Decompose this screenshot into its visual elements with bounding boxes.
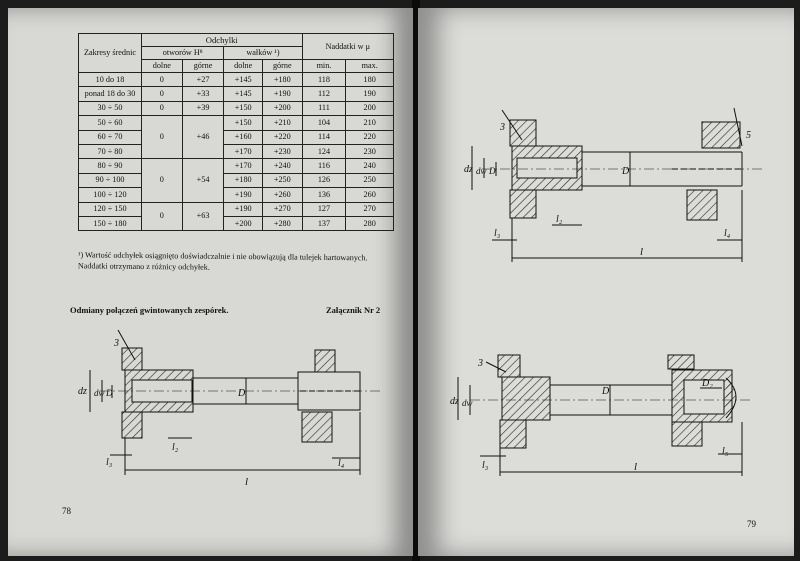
cell: 220 bbox=[346, 130, 394, 144]
label-l: l bbox=[245, 476, 249, 488]
cell: 190 bbox=[346, 87, 394, 101]
table-row bbox=[79, 159, 394, 173]
cell: 280 bbox=[346, 216, 394, 230]
table-row bbox=[79, 216, 394, 230]
subcol-upper: górne bbox=[263, 60, 303, 73]
cell: 124 bbox=[302, 144, 346, 158]
cell: +145 bbox=[224, 87, 263, 101]
label-dw: dw bbox=[94, 388, 105, 398]
right-drawing-top bbox=[462, 100, 782, 270]
label-l2: l₂ bbox=[172, 442, 179, 453]
cell: 104 bbox=[302, 116, 346, 130]
cell: +54 bbox=[182, 159, 224, 202]
cell-range: 90 ÷ 100 bbox=[79, 173, 142, 187]
table-row bbox=[79, 73, 394, 87]
cell: 0 bbox=[142, 116, 183, 159]
col-allowances-header: Naddatki w μ bbox=[302, 34, 393, 60]
cell: 118 bbox=[302, 73, 346, 87]
cell: +170 bbox=[224, 159, 263, 173]
left-drawing bbox=[70, 330, 400, 500]
label-dz: dz bbox=[450, 396, 459, 407]
cell: +145 bbox=[224, 73, 263, 87]
subcol-lower: dolne bbox=[224, 60, 263, 73]
subcol-max: max. bbox=[346, 60, 394, 73]
cell: 240 bbox=[346, 159, 394, 173]
cell-range: 10 do 18 bbox=[79, 73, 142, 87]
table-row bbox=[79, 188, 394, 202]
label-D: D bbox=[238, 388, 246, 399]
label-d: D bbox=[489, 166, 496, 176]
subcol-lower: dolne bbox=[142, 60, 183, 73]
footnote: ¹) Wartość odchyłek osiągnięto doświadczalnie i nie obowiązują dla tulejek hartowanych. Naddatki otrzymano z różnicy odchyłek. bbox=[77, 250, 368, 272]
label-dw: dw bbox=[462, 398, 473, 408]
subcol-min: min. bbox=[302, 60, 346, 73]
cell: +230 bbox=[263, 144, 303, 158]
cell: 114 bbox=[302, 130, 346, 144]
label-l3: l₃ bbox=[106, 457, 113, 468]
cell: +180 bbox=[263, 73, 303, 87]
cell: 260 bbox=[346, 188, 394, 202]
cell: +150 bbox=[224, 116, 263, 130]
label-3: 3 bbox=[114, 338, 119, 349]
cell: 137 bbox=[302, 216, 346, 230]
cell: +260 bbox=[263, 188, 303, 202]
cell: +200 bbox=[263, 101, 303, 115]
cell: +270 bbox=[263, 202, 303, 216]
cell: 0 bbox=[142, 87, 183, 101]
col-shafts-header: wałków ¹) bbox=[224, 47, 302, 60]
cell: +33 bbox=[182, 87, 224, 101]
label-l: l bbox=[640, 246, 644, 258]
cell: +240 bbox=[263, 159, 303, 173]
cell: +210 bbox=[263, 116, 303, 130]
label-l4: l₄ bbox=[724, 228, 731, 239]
label-d: D bbox=[106, 388, 113, 398]
page-number-left: 78 bbox=[62, 506, 71, 516]
page-number-right: 79 bbox=[747, 519, 756, 529]
cell: +180 bbox=[224, 173, 263, 187]
cell: +190 bbox=[224, 188, 263, 202]
label-dz: dz bbox=[464, 164, 473, 175]
cell: 270 bbox=[346, 202, 394, 216]
label-l3: l₃ bbox=[482, 460, 489, 471]
label-3: 3 bbox=[478, 358, 483, 369]
cell-range: 80 ÷ 90 bbox=[79, 159, 142, 173]
cell: +220 bbox=[263, 130, 303, 144]
cell: +27 bbox=[182, 73, 224, 87]
cell-range: 100 ÷ 120 bbox=[79, 188, 142, 202]
cell: +150 bbox=[224, 101, 263, 115]
table-row bbox=[79, 130, 394, 144]
cell: +39 bbox=[182, 101, 224, 115]
cell-range: 50 ÷ 60 bbox=[79, 116, 142, 130]
table-row bbox=[79, 87, 394, 101]
cell: 127 bbox=[302, 202, 346, 216]
annex-label: Załącznik Nr 2 bbox=[326, 305, 381, 315]
col-deviations-header: Odchylki bbox=[142, 34, 303, 47]
label-D: D bbox=[602, 386, 610, 397]
table-row bbox=[79, 202, 394, 216]
label-l4: l₄ bbox=[338, 458, 345, 469]
cell: 0 bbox=[142, 101, 183, 115]
cell: +63 bbox=[182, 202, 224, 231]
cell-range: 150 ÷ 180 bbox=[79, 216, 142, 230]
table-row bbox=[79, 173, 394, 187]
subcol-upper: górne bbox=[182, 60, 224, 73]
cell: +250 bbox=[263, 173, 303, 187]
cell: 112 bbox=[302, 87, 346, 101]
cell: 136 bbox=[302, 188, 346, 202]
label-l3: l₃ bbox=[494, 228, 501, 239]
cell: +190 bbox=[224, 202, 263, 216]
cell-range: ponad 18 do 30 bbox=[79, 87, 142, 101]
cell: 0 bbox=[142, 202, 183, 231]
cell: 126 bbox=[302, 173, 346, 187]
cell: 180 bbox=[346, 73, 394, 87]
cell: +46 bbox=[182, 116, 224, 159]
cell: 0 bbox=[142, 73, 183, 87]
label-D2: D₂ bbox=[702, 378, 713, 389]
cell-range: 30 ÷ 50 bbox=[79, 101, 142, 115]
col-ranges-header: Zakresy średnic bbox=[79, 34, 142, 73]
cell: 116 bbox=[302, 159, 346, 173]
section-title: Odmiany połączeń gwintowanych zespórek. bbox=[70, 305, 229, 315]
label-l2: l₂ bbox=[556, 214, 563, 225]
cell: 0 bbox=[142, 159, 183, 202]
cell-range: 60 ÷ 70 bbox=[79, 130, 142, 144]
cell: +280 bbox=[263, 216, 303, 230]
cell: +190 bbox=[263, 87, 303, 101]
label-D: D bbox=[622, 166, 630, 177]
cell: +170 bbox=[224, 144, 263, 158]
spec-table bbox=[78, 33, 394, 231]
table-row bbox=[79, 101, 394, 115]
table-row bbox=[79, 116, 394, 130]
cell: 230 bbox=[346, 144, 394, 158]
label-5: 5 bbox=[746, 130, 751, 141]
label-3: 3 bbox=[500, 122, 505, 133]
cell: +200 bbox=[224, 216, 263, 230]
cell: +160 bbox=[224, 130, 263, 144]
label-dw: dw bbox=[476, 166, 487, 176]
cell: 111 bbox=[302, 101, 346, 115]
table-row bbox=[79, 144, 394, 158]
col-holes-header: otworów H⁸ bbox=[142, 47, 224, 60]
cell: 210 bbox=[346, 116, 394, 130]
cell: 200 bbox=[346, 101, 394, 115]
cell-range: 70 ÷ 80 bbox=[79, 144, 142, 158]
cell: 250 bbox=[346, 173, 394, 187]
label-l5: l₅ bbox=[722, 446, 729, 457]
label-l: l bbox=[634, 461, 638, 473]
label-dz: dz bbox=[78, 386, 87, 397]
right-drawing-bottom bbox=[450, 350, 780, 485]
cell-range: 120 ÷ 150 bbox=[79, 202, 142, 216]
